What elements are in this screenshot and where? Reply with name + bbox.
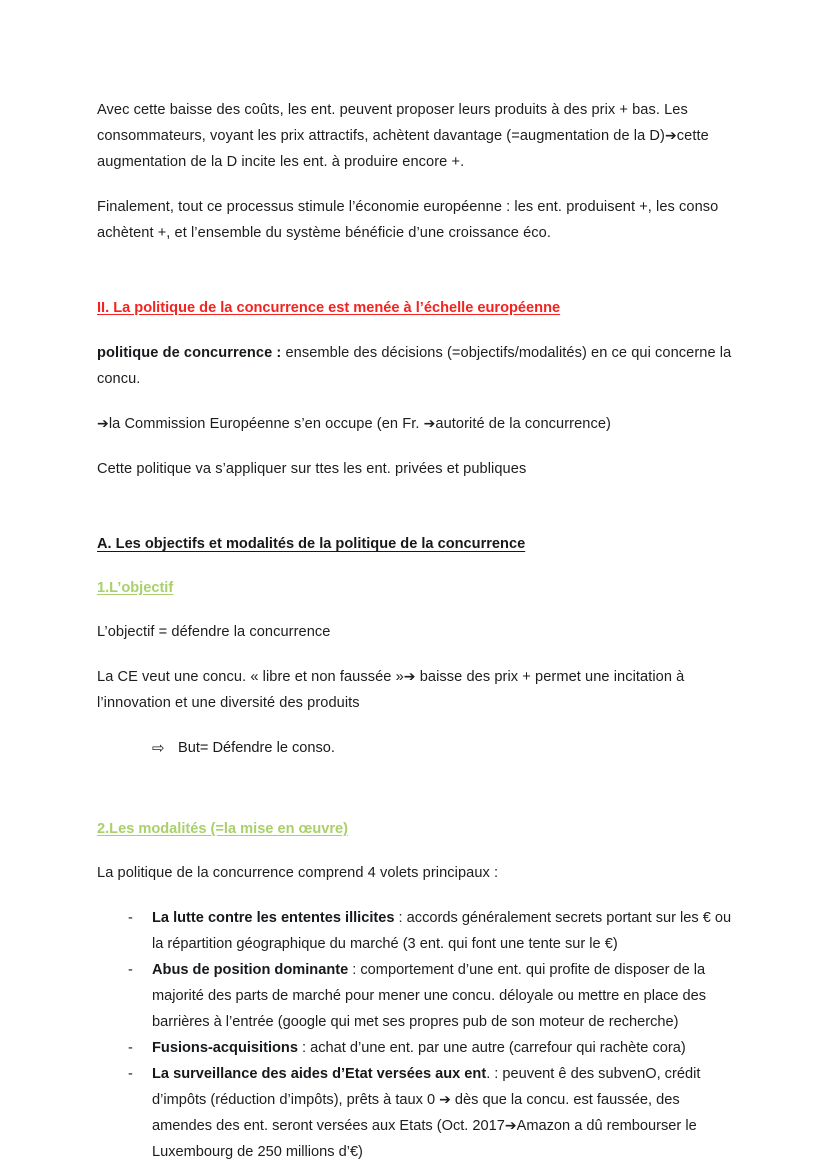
arrow-right-icon: ➔ [439,1092,451,1108]
section-spacer [97,780,740,811]
arrow-right-icon: ➔ [423,416,436,432]
heading-section-ii: II. La politique de la concurrence est menée à l’échelle européenne [97,300,561,316]
list-item-text: : accords généralement secrets portant sur les € ou la répartition géographique du marché (3 ent. qui font une tente sur le €) [152,910,732,952]
list-item-term: Abus de position dominante [152,962,349,978]
heading-subsection-a2: 2.Les modalités (=la mise en œuvre) [97,821,349,837]
heading-a-wrapper [97,532,740,576]
list-item-text-a: . : peuvent ê des subvenO, crédit d’impôts (réduction d’impôts), prêts à taux 0 [152,1066,701,1108]
ce-text-pre: La CE veut une concu. « libre et non faussée » [97,669,404,685]
arrow-bullet-but-text: But= Défendre le conso. [178,740,335,756]
paragraph-definition [97,340,740,392]
commission-text-pre: la Commission Européenne s’en occupe (en Fr. [108,416,424,432]
paragraph-ce [97,664,740,716]
document-body [97,97,740,1165]
definition-term: politique de concurrence : [97,345,282,361]
paragraph-commission [97,411,740,437]
arrow-right-icon: ➔ [504,1118,517,1134]
heading-section-a: A. Les objectifs et modalités de la politique de la concurrence [97,536,526,552]
list-item-content [152,1061,740,1165]
paragraph-intro-1 [97,97,740,175]
heading-a1-wrapper [97,576,740,619]
list-item [97,905,740,957]
list-item-content [152,905,740,957]
list-item-content [152,1035,740,1061]
list-item [97,1035,740,1061]
paragraph-intro-1-text: Avec cette baisse des coûts, les ent. peuvent proposer leurs produits à des prix + bas. Les consommateurs, voyant les prix attractifs, achètent davantage (=augmentation de la D) [97,102,688,144]
paragraph-apply: Cette politique va s’appliquer sur ttes les ent. privées et publiques [97,461,527,477]
definition-text: ensemble des décisions (=objectifs/modalités) en ce qui concerne la concu. [97,345,732,387]
ce-text-post: baisse des prix + permet une incitation à l’innovation et une diversité des produits [97,669,685,711]
heading-a2-wrapper [97,817,740,860]
paragraph-volets-intro: La politique de la concurrence comprend 4 volets principaux : [97,865,499,881]
paragraph-intro-1-continued: cette augmentation de la D incite les ent. à produire encore +. [97,128,709,170]
arrow-bullet-but [97,735,740,761]
heading-subsection-a1: 1.L’objectif [97,580,174,596]
dash-bullet-icon: - [128,1066,133,1082]
heading-ii-wrapper [97,296,740,340]
paragraph-intro-2: Finalement, tout ce processus stimule l’économie européenne : les ent. produisent +, les conso achètent +, et l’ensemble du système bénéficie d’une croissance éco. [97,199,719,241]
arrow-right-icon: ➔ [403,669,416,685]
volets-list [97,905,740,1165]
dash-bullet-icon: - [128,910,133,926]
list-item [97,957,740,1035]
list-item-text-b: dès que la concu. est faussée, des amendes des ent. seront versées aux Etats (Oct. 2017 [152,1092,680,1134]
arrow-right-icon: ➔ [97,416,109,432]
paragraph-objective: L’objectif = défendre la concurrence [97,624,331,640]
list-item-term: La lutte contre les ententes illicites [152,910,395,926]
section-spacer [97,265,740,296]
list-item-text-c: Amazon a dû rembourser le Luxembourg de 250 millions d’€) [152,1118,697,1160]
list-item-text: : achat d’une ent. par une autre (carrefour qui rachète cora) [297,1040,686,1056]
arrow-right-icon: ➔ [664,128,677,144]
dash-bullet-icon: - [128,1040,133,1056]
list-item [97,1061,740,1165]
list-item-term: Fusions-acquisitions [152,1040,298,1056]
list-item-content [152,957,740,1035]
list-item-term: La surveillance des aides d’Etat versées aux ent [152,1066,487,1082]
dash-bullet-icon: - [128,962,133,978]
arrow-open-right-icon: ⇨ [152,739,165,757]
commission-text-post: autorité de la concurrence) [435,416,611,432]
list-item-text: : comportement d’une ent. qui profite de disposer de la majorité des parts de marché pour mener une concu. déloyale ou mettre en place des barrières à l’entrée (google qui met ses propres pub de son moteur de recherche) [152,962,707,1030]
section-spacer [97,501,740,532]
